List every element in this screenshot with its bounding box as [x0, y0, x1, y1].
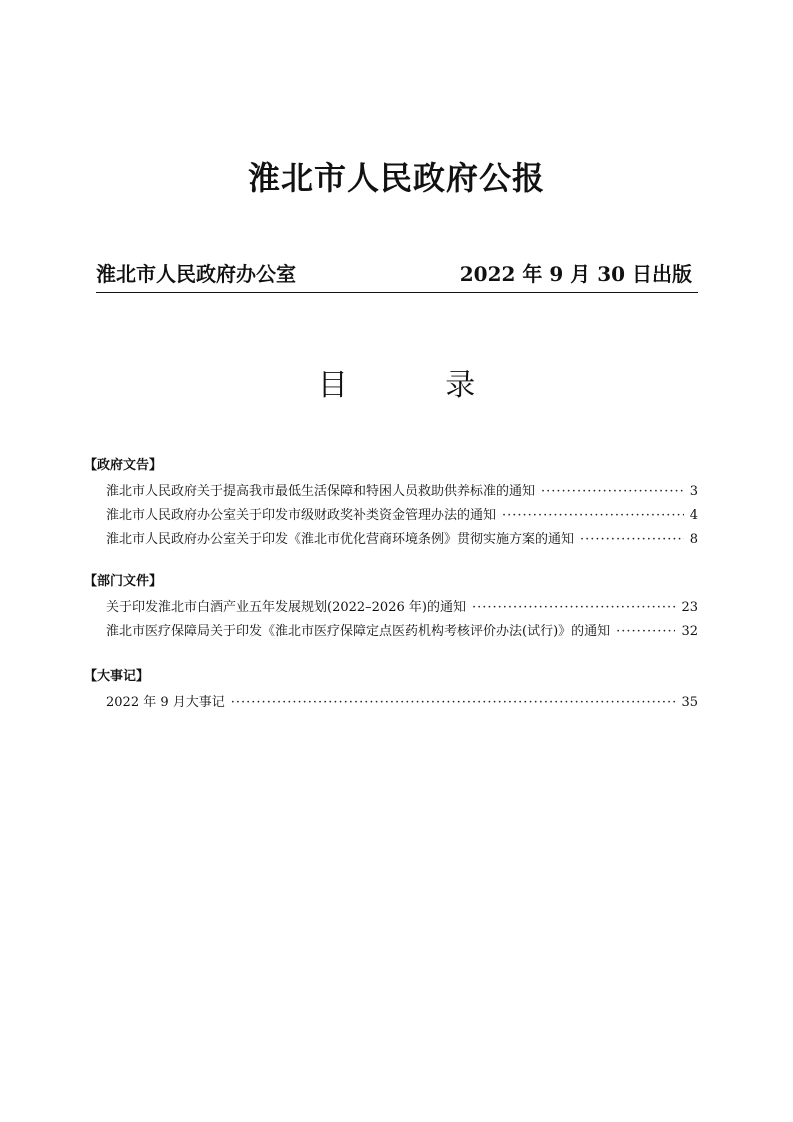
dot-leader: [541, 480, 684, 504]
toc-section-title: 【政府文告】: [84, 458, 163, 473]
toc-section-government-notices: [84, 456, 698, 552]
dot-leader: [472, 596, 676, 620]
toc-entry-title: 淮北市人民政府办公室关于印发市级财政奖补类资金管理办法的通知: [106, 508, 497, 523]
publisher-name: 淮北市人民政府办公室: [96, 262, 296, 286]
dot-leader: [231, 691, 676, 715]
toc-entry-page: 23: [681, 600, 698, 615]
toc-entry-page: 3: [689, 484, 698, 499]
toc-section-chronicle: [84, 667, 698, 715]
toc-entry-title: 关于印发淮北市白酒产业五年发展规划(2022–2026 年)的通知: [106, 600, 466, 615]
dot-leader: [502, 504, 684, 528]
masthead: [96, 258, 698, 290]
toc-entry[interactable]: [106, 504, 698, 528]
toc-entry[interactable]: [106, 596, 698, 620]
dot-leader: [616, 620, 675, 644]
toc-entry-title: 淮北市人民政府关于提高我市最低生活保障和特困人员救助供养标准的通知: [106, 484, 536, 499]
toc-entry[interactable]: [106, 528, 698, 552]
toc-entry-page: 4: [689, 508, 698, 523]
toc-section-title: 【部门文件】: [84, 574, 163, 589]
toc-entry-title: 淮北市人民政府办公室关于印发《淮北市优化营商环境条例》贯彻实施方案的通知: [106, 532, 575, 547]
toc-entry-page: 8: [689, 532, 698, 547]
toc-entry-title: 淮北市医疗保障局关于印发《淮北市医疗保障定点医药机构考核评价办法(试行)》的通知: [106, 624, 611, 639]
toc-section-title: 【大事记】: [84, 669, 150, 684]
toc-entry[interactable]: [106, 620, 698, 644]
toc-entry[interactable]: [106, 691, 698, 715]
publish-date: 2022 年 9 月 30 日出版: [459, 262, 692, 286]
toc-entry-page: 32: [681, 624, 698, 639]
journal-title: 淮北市人民政府公报: [247, 159, 545, 197]
toc-section-department-documents: [84, 572, 698, 644]
toc-heading: 目 录: [317, 368, 520, 403]
dot-leader: [580, 528, 684, 552]
masthead-divider: [96, 292, 698, 293]
toc-entry-page: 35: [681, 695, 698, 710]
toc-entry-title: 2022 年 9 月大事记: [106, 695, 225, 710]
toc-entry[interactable]: [106, 480, 698, 504]
